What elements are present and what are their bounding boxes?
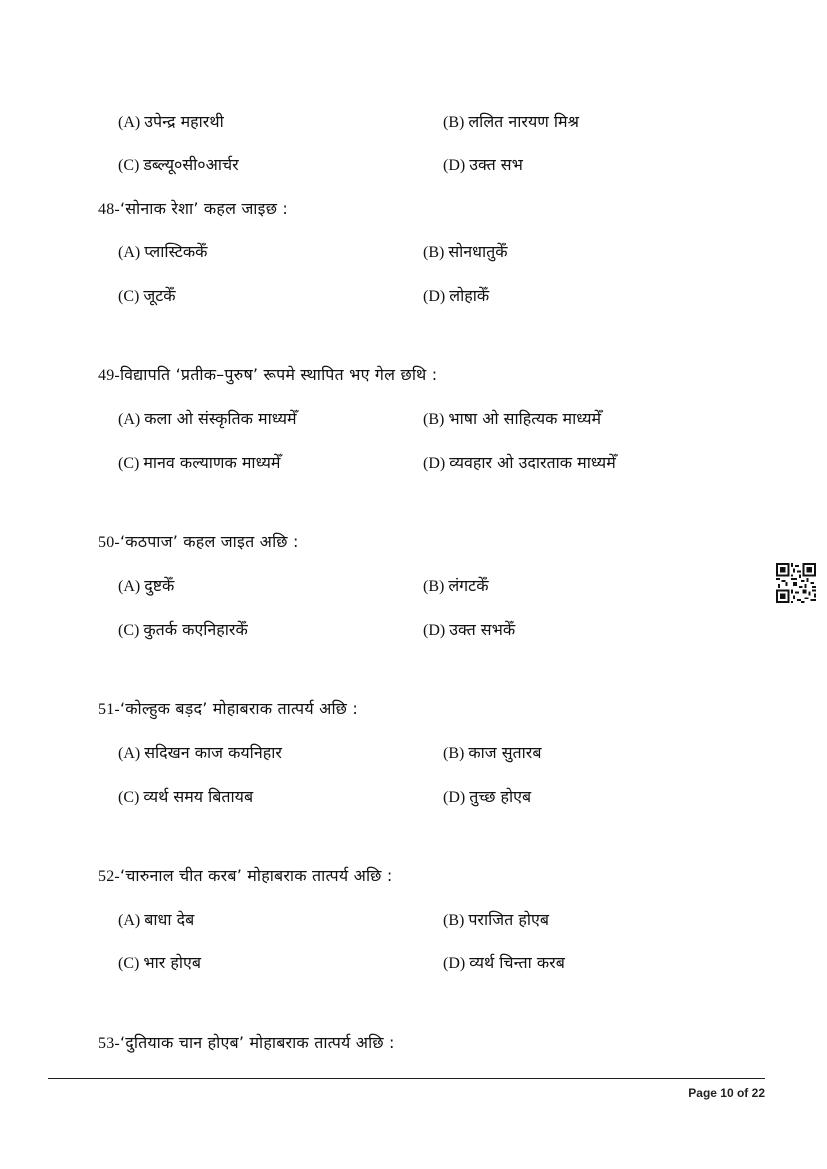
option-b: (B) पराजित होएब [443,910,549,929]
option-text: जूटकेँ [143,286,176,305]
option-text: कला ओ संस्कृतिक माध्यमेँ [144,409,297,428]
question-text: ‘कठपाज’ कहल जाइत अछि : [119,532,299,551]
footer-divider [48,1078,765,1079]
option-d: (D) व्यवहार ओ उदारताक माध्यमेँ [423,453,616,472]
option-c: (C) मानव कल्याणक माध्यमेँ [118,453,281,472]
option-d: (D) व्यर्थ चिन्ता करब [443,953,565,972]
option-text: सोनधातुकेँ [448,242,508,261]
option-text: पराजित होएब [468,910,549,929]
option-c: (C) भार होएब [118,953,201,972]
option-text: लंगटकेँ [448,576,489,595]
option-d: (D) उक्त सभकेँ [423,620,516,639]
option-text: डब्ल्यू०सी०आर्चर [143,155,239,174]
option-text: भाषा ओ साहित्यक माध्यमेँ [448,409,602,428]
option-b: (B) ललित नारयण मिश्र [443,112,579,131]
option-a: (A) सदिखन काज कयनिहार [118,743,282,762]
question-49: 49-विद्यापति ‘प्रतीक–पुरुष’ रूपमे स्थापित भए गेल छथि : [98,365,438,384]
option-text: उपेन्द्र महारथी [144,112,224,131]
option-text: ललित नारयण मिश्र [468,112,579,131]
option-d: (D) लोहाकेँ [423,286,490,305]
question-48: 48-‘सोनाक रेशा’ कहल जाइछ : [98,199,289,218]
question-50: 50-‘कठपाज’ कहल जाइत अछि : [98,532,299,551]
option-b: (B) सोनधातुकेँ [423,242,508,261]
option-c: (C) व्यर्थ समय बितायब [118,787,254,806]
option-text: बाधा देब [144,910,195,929]
option-c: (C) डब्ल्यू०सी०आर्चर [118,155,239,174]
question-51: 51-‘कोल्हुक बड़द’ मोहाबराक तात्पर्य अछि : [98,699,358,718]
option-text: उक्त सभकेँ [449,620,516,639]
question-text: ‘दुतियाक चान होएब’ मोहाबराक तात्पर्य अछि : [119,1033,395,1052]
option-b: (B) काज सुतारब [443,743,542,762]
question-text: ‘कोल्हुक बड़द’ मोहाबराक तात्पर्य अछि : [119,699,358,718]
option-text: कुतर्क कएनिहारकेँ [143,620,248,639]
option-text: व्यवहार ओ उदारताक माध्यमेँ [449,453,616,472]
option-text: लोहाकेँ [449,286,490,305]
option-text: तुच्छ होएब [469,787,532,806]
option-text: व्यर्थ चिन्ता करब [469,953,565,972]
option-c: (C) कुतर्क कएनिहारकेँ [118,620,248,639]
option-a: (A) कला ओ संस्कृतिक माध्यमेँ [118,409,297,428]
option-d: (D) उक्त सभ [443,155,523,174]
option-text: सदिखन काज कयनिहार [144,743,282,762]
page-number: Page 10 of 22 [688,1086,765,1100]
option-a: (A) बाधा देब [118,910,195,929]
option-a: (A) उपेन्द्र महारथी [118,112,224,131]
option-text: प्लास्टिककेँ [144,242,208,261]
option-a: (A) दुष्टकेँ [118,576,175,595]
question-53: 53-‘दुतियाक चान होएब’ मोहाबराक तात्पर्य अछि : [98,1033,395,1052]
option-b: (B) लंगटकेँ [423,576,489,595]
question-text: विद्यापति ‘प्रतीक–पुरुष’ रूपमे स्थापित भए गेल छथि : [119,365,438,384]
option-text: भार होएब [143,953,201,972]
question-text: ‘चारुनाल चीत करब’ मोहाबराक तात्पर्य अछि : [119,866,393,885]
question-text: ‘सोनाक रेशा’ कहल जाइछ : [119,199,289,218]
option-text: व्यर्थ समय बितायब [143,787,254,806]
option-d: (D) तुच्छ होएब [443,787,532,806]
option-a: (A) प्लास्टिककेँ [118,242,208,261]
question-52: 52-‘चारुनाल चीत करब’ मोहाबराक तात्पर्य अछि : [98,866,393,885]
option-c: (C) जूटकेँ [118,286,176,305]
option-b: (B) भाषा ओ साहित्यक माध्यमेँ [423,409,602,428]
option-text: काज सुतारब [468,743,542,762]
option-text: उक्त सभ [469,155,523,174]
qr-code-icon [776,563,816,603]
option-text: मानव कल्याणक माध्यमेँ [143,453,281,472]
option-text: दुष्टकेँ [144,576,175,595]
